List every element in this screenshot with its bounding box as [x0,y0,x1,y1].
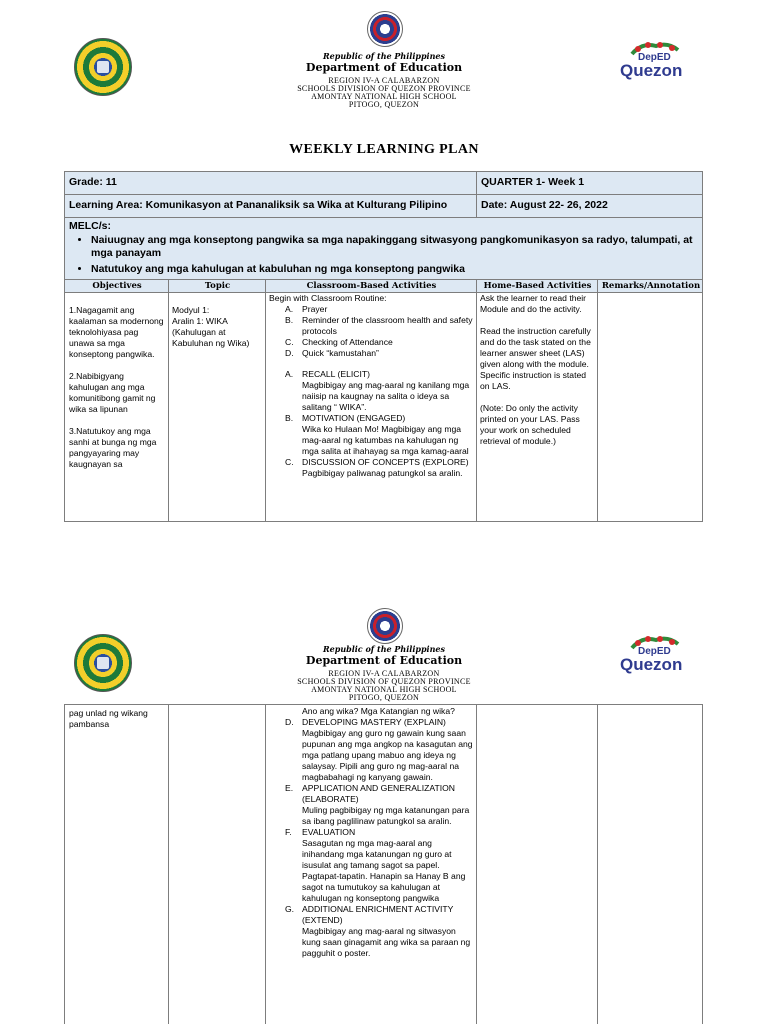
department-line: Department of Education [305,654,463,667]
routine-item: D. Quick “kamustahan” [285,348,379,358]
home-item: Ask the learner to read their Module and do the activity. [480,293,587,314]
routine-item: A. Prayer [285,304,328,314]
svg-text:DepED: DepED [638,646,671,657]
topic-module: Modyul 1: [172,305,210,315]
info-row-grade [65,172,702,195]
activity-item: C. DISCUSSION OF CONCEPTS (EXPLORE) Pagbibigay paliwanag patungkol sa aralin. [285,457,469,478]
republic-line: Republic of the Philippines [322,51,445,61]
region-line: REGION IV-A CALABARZON [328,76,440,85]
classroom-cell [269,706,474,959]
info-row-area [65,195,702,218]
department-line: Department of Education [305,61,463,74]
activity-table-continued [64,704,703,1024]
melc-list [91,234,698,276]
objectives-cell [69,305,165,470]
melc-cell [65,218,702,281]
activity-item: G. ADDITIONAL ENRICHMENT ACTIVITY (EXTEND) Magbibigay ang mag-aaral ng sitwasyon kung saan ginagamit ang wika sa paraan ng pagguhit o poster. [285,904,471,958]
melc-item: • Natutukoy ang mga kahulugan at kabuluhan ng mga konseptong pangwika [91,263,698,276]
letterhead [0,0,768,110]
classroom-cell [269,293,474,479]
col-home: Home-Based Activities [483,281,592,291]
republic-line: Republic of the Philippines [322,644,445,654]
grade-cell: Grade: 11 [65,172,477,194]
activity-item: B. MOTIVATION (ENGAGED) Wika ko Hulaan Mo! Magbibigay ang mga mag-aaral ng katumbas na kahulugan ng mga salita at ihahayag sa mga kamag-aaral [285,413,469,456]
page-break [0,540,768,600]
deped-seal-icon [367,608,403,644]
continuation-text: Ano ang wika? Mga Katangian ng wika? [302,706,455,716]
location-line: PITOGO, QUEZON [348,693,420,702]
activity-item: E. APPLICATION AND GENERALIZATION (ELABORATE) Muling pagbibigay ng mga katanungan para sa ibang paglilinaw patungkol sa aralin. [285,783,470,826]
objective-item: pag unlad ng wikang pambansa [69,708,148,729]
objective-item: 2.Nabibigyang kahulugan ang mga komunitibong gamit ng wika sa lipunan [69,371,156,414]
routine-item: C. Checking of Attendance [285,337,393,347]
col-topic: Topic [204,281,231,291]
activity-table [64,279,703,522]
activity-item: D. DEVELOPING MASTERY (EXPLAIN) Magbibigay ang guro ng gawain kung saan pupunan ang mga angkop na kasagutan ang mga patlang upang mabuo ang ideya ng salaysay. Pipili ang guro ng mag-aaral na magbabahagi ng kanyang gawain. [285,717,473,782]
home-cell [480,293,595,447]
page-title: WEEKLY LEARNING PLAN [289,142,479,157]
melc-label: MELC/s: [69,220,111,232]
svg-text:Quezon: Quezon [620,61,683,80]
activity-item: A. RECALL (ELICIT) Magbibigay ang mag-aaral ng kanilang mga naiisip na kaugnay na salita o ideya sa salitang “ WIKA”. [285,369,470,412]
col-remarks: Remarks/Annotation [601,281,701,291]
activity-item: F. EVALUATION Sasagutan ng mga mag-aaral ang inihandang mga katanungan ng guro at isusulat ang tamang sagot sa papel. Pagtapat-tapatin. Hanapin sa Hanay B ang sagot na tumutukoy sa kahulugan at kahulugan ng konseptong pangwika [285,827,466,903]
objective-item: 3.Natutukoy ang mga sanhi at bunga ng mga pangyayaring may kaugnayan sa [69,426,157,469]
date-cell: Date: August 22- 26, 2022 [481,199,608,211]
objectives-cell [69,708,165,730]
deped-seal-icon [367,11,403,47]
col-objectives: Objectives [92,281,142,291]
location-line: PITOGO, QUEZON [348,100,420,109]
table-header [64,279,703,293]
learning-area-cell: Learning Area: Komunikasyon at Pananaliksik sa Wika at Kulturang Pilipino [65,195,477,217]
division-line: SCHOOLS DIVISION OF QUEZON PROVINCE [297,84,471,93]
region-line: REGION IV-A CALABARZON [328,669,440,678]
svg-text:DepED: DepED [638,52,671,63]
topic-cell [172,305,260,349]
quarter-cell: QUARTER 1- Week 1 [481,176,585,188]
routine-intro: Begin with Classroom Routine: [269,293,387,303]
home-item: (Note: Do only the activity printed on your LAS. Pass your work on scheduled retrieval of module.) [480,403,580,446]
routine-item: B. Reminder of the classroom health and safety protocols [285,315,473,336]
letterhead-2 [0,600,768,710]
school-line: AMONTAY NATIONAL HIGH SCHOOL [311,685,457,694]
col-classroom: Classroom-Based Activities [306,281,437,291]
division-line: SCHOOLS DIVISION OF QUEZON PROVINCE [297,677,471,686]
table-bottom-border [64,521,703,522]
plan-info-table [64,171,703,282]
objective-item: 1.Nagagamit ang kaalaman sa modernong teknolohiyasa pag unawa sa mga konseptong pangwika. [69,305,164,359]
page-2 [0,600,768,1024]
topic-lesson: Aralin 1: WIKA (Kahulugan at Kabuluhan ng Wika) [172,316,250,348]
melc-item: • Naiuugnay ang mga konseptong pangwika sa mga napakinggang sitwasyong pangkomunikasyon sa radyo, talumpati, at mga panayam [91,234,698,260]
school-line: AMONTAY NATIONAL HIGH SCHOOL [311,92,457,101]
svg-text:Quezon: Quezon [620,655,683,674]
home-item: Read the instruction carefully and do the task stated on the learner answer sheet (LAS) given along with the module. Specific instruction is stated on LAS. [480,326,591,391]
